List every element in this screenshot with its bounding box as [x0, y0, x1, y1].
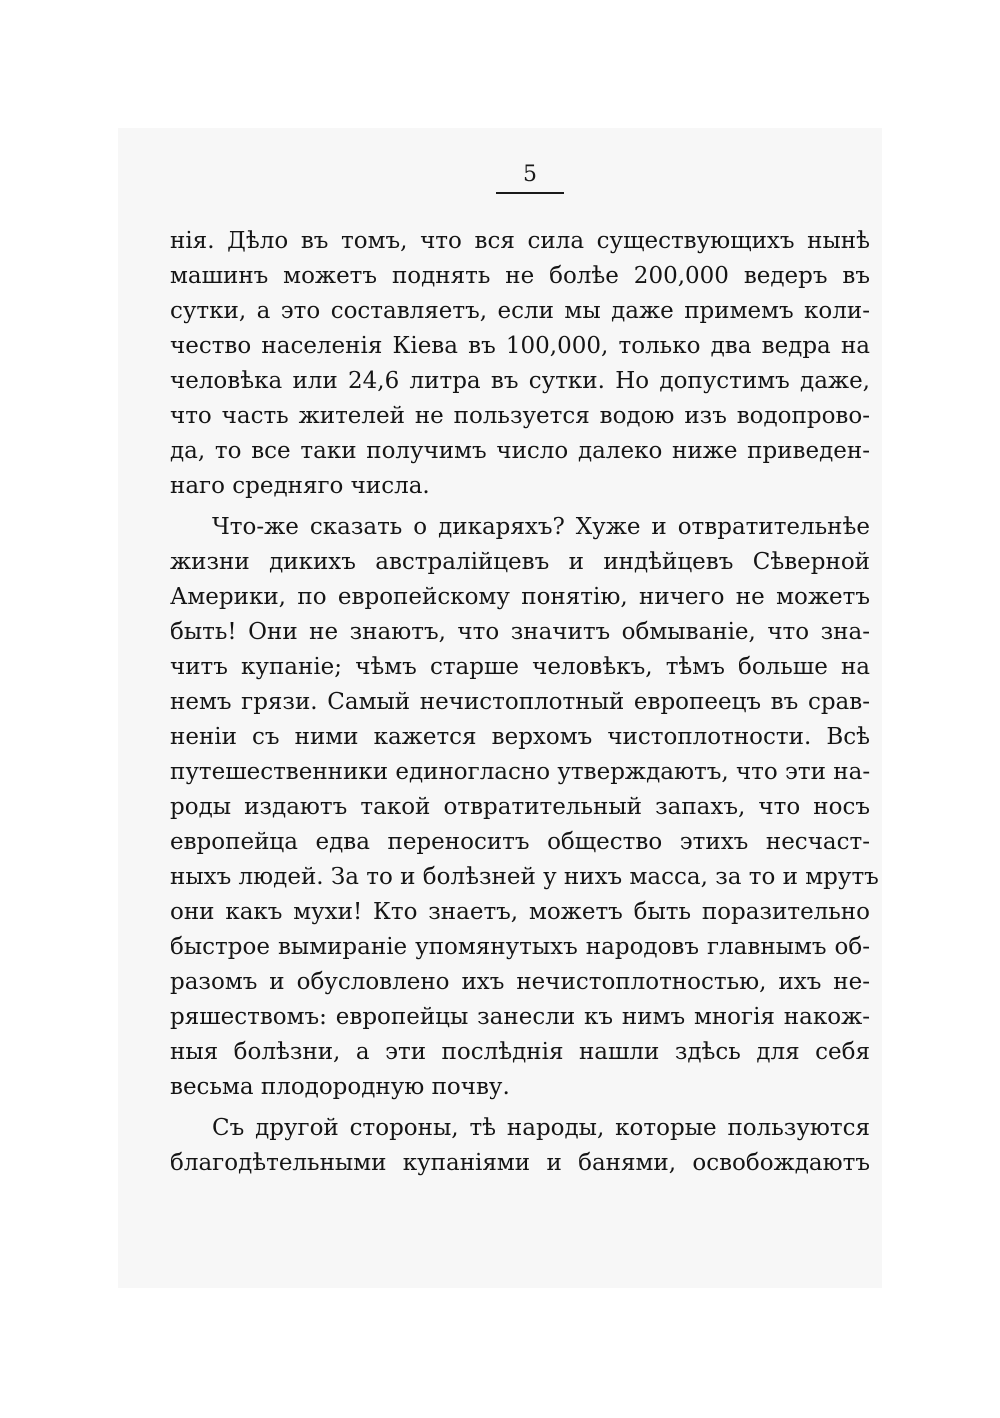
text-line: весьма плодородную почву.: [170, 1074, 510, 1100]
text-line: немъ грязи. Самый нечистоплотный европеецъ въ срав-: [170, 689, 870, 715]
text-line: человѣка или 24,6 литра въ сутки. Но допустимъ даже,: [170, 368, 870, 394]
text-line: Съ другой стороны, тѣ народы, которые пользуются: [212, 1115, 870, 1141]
text-line: ныя болѣзни, а эти послѣднія нашли здѣсь для себя: [170, 1039, 870, 1065]
text-line: нія. Дѣло въ томъ, что вся сила существующихъ нынѣ: [170, 228, 870, 254]
text-line: да, то все таки получимъ число далеко ниже приведен-: [170, 438, 870, 464]
text-line: они какъ мухи! Кто знаетъ, можетъ быть поразительно: [170, 899, 870, 925]
text-line: Америки, по европейскому понятію, ничего не можетъ: [170, 584, 870, 610]
text-line: чество населенія Кіева въ 100,000, только два ведра на: [170, 333, 870, 359]
text-line: Что-же сказать о дикаряхъ? Хуже и отвратительнѣе: [212, 514, 870, 540]
text-line: быть! Они не знаютъ, что значитъ обмываніе, что зна-: [170, 619, 870, 645]
text-line: ныхъ людей. За то и болѣзней у нихъ масса, за то и мрутъ: [170, 864, 879, 890]
text-line: ряшествомъ: европейцы занесли къ нимъ многія накож-: [170, 1004, 870, 1030]
text-line: роды издаютъ такой отвратительный запахъ, что носъ: [170, 794, 870, 820]
page-number-underline: [496, 192, 564, 194]
text-line: читъ купаніе; чѣмъ старше человѣкъ, тѣмъ больше на: [170, 654, 870, 680]
body-text: [170, 224, 879, 1181]
text-line: сутки, а это составляетъ, если мы даже примемъ коли-: [170, 298, 870, 324]
text-line: жизни дикихъ австралійцевъ и индѣйцевъ Сѣверной: [170, 549, 870, 575]
text-line: наго средняго числа.: [170, 473, 430, 499]
text-line: разомъ и обусловлено ихъ нечистоплотностью, ихъ не-: [170, 969, 870, 995]
text-line: неніи съ ними кажется верхомъ чистоплотности. Всѣ: [170, 724, 870, 750]
text-line: благодѣтельными купаніями и банями, освобождаютъ: [170, 1150, 870, 1176]
text-line: что часть жителей не пользуется водою изъ водопрово-: [170, 403, 870, 429]
text-line: машинъ можетъ поднять не болѣе 200,000 ведеръ въ: [170, 263, 870, 289]
text-line: европейца едва переноситъ общество этихъ несчаст-: [170, 829, 870, 855]
page-number: 5: [523, 162, 537, 187]
text-line: быстрое вымираніе упомянутыхъ народовъ главнымъ об-: [170, 934, 870, 960]
text-line: путешественники единогласно утверждаютъ, что эти на-: [170, 759, 871, 785]
